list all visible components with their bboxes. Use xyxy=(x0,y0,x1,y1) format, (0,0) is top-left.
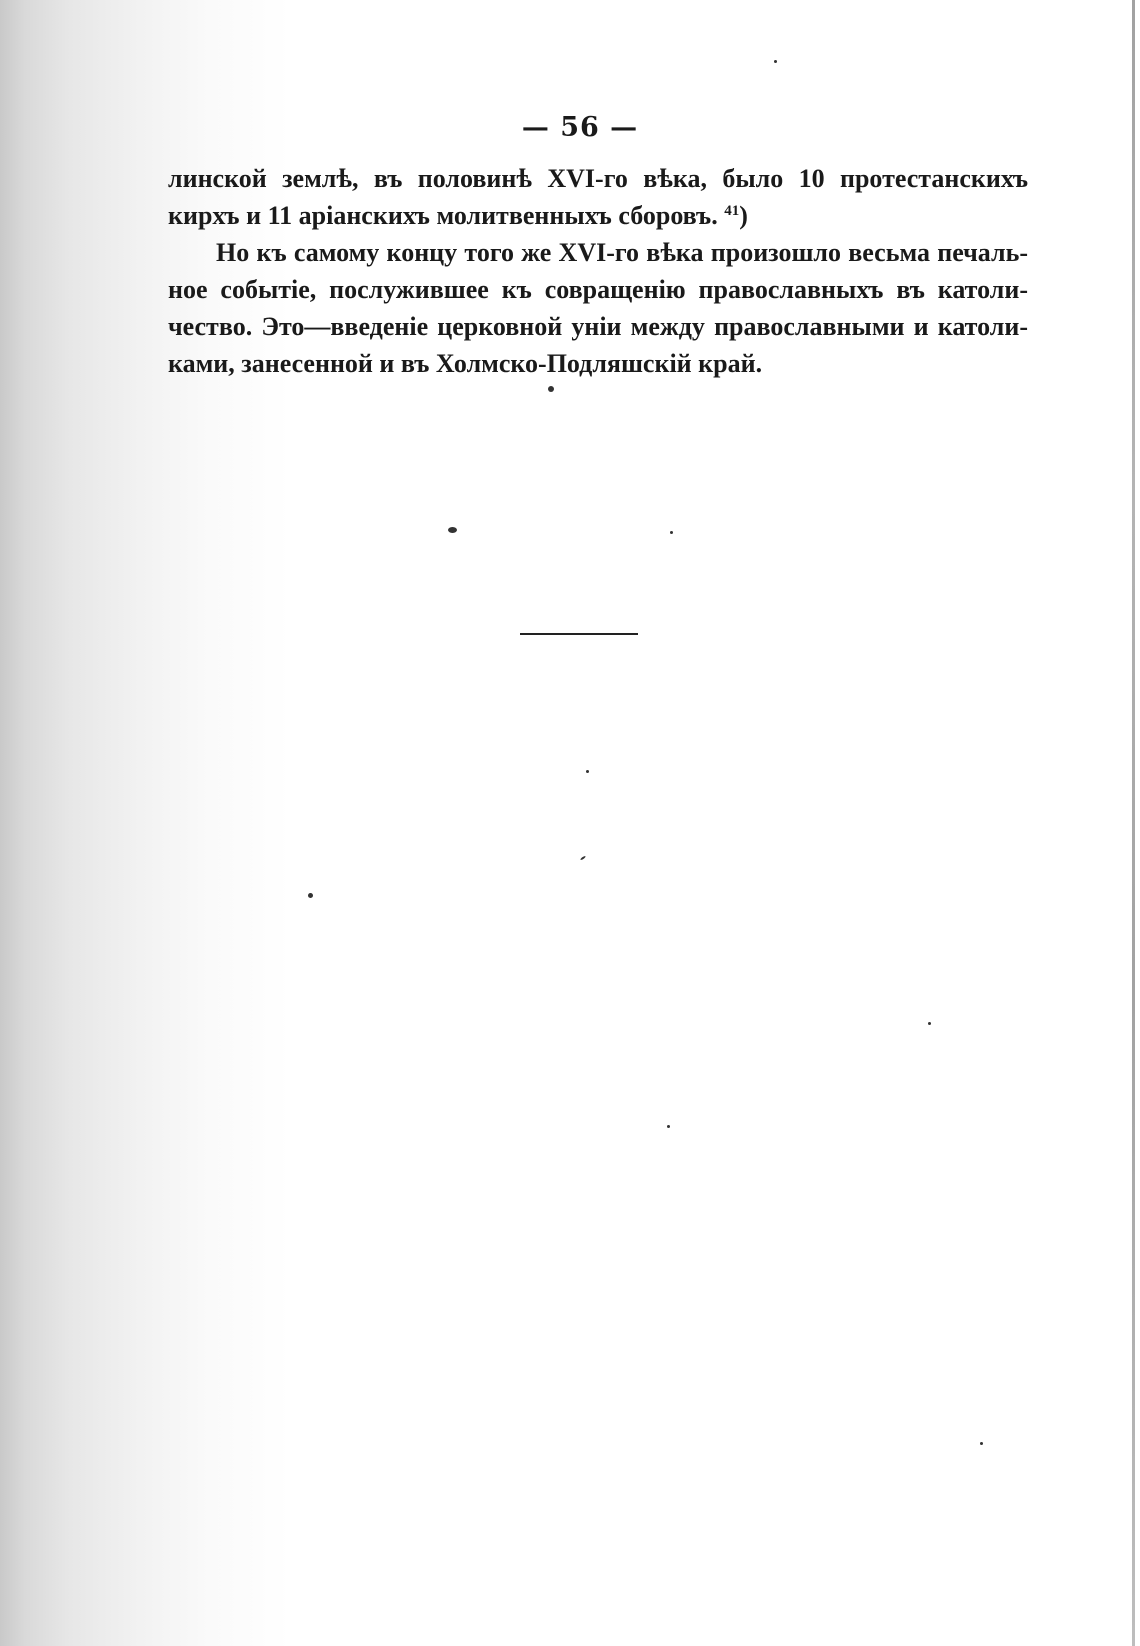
scan-speck xyxy=(308,893,313,898)
text-line-content: кирхъ и 11 аріанскихъ молитвенныхъ сборовъ. xyxy=(168,201,718,230)
text-line: ное событіе, послужившее къ совращенію православныхъ въ католи- xyxy=(168,275,1028,304)
page-edge-rule xyxy=(1132,0,1135,1646)
scan-speck xyxy=(448,527,457,533)
footnote-bracket: ) xyxy=(739,201,748,230)
footnote-reference: 41 xyxy=(724,203,740,219)
text-line xyxy=(168,197,1028,234)
scan-speck xyxy=(586,770,589,773)
scan-speck xyxy=(980,1442,983,1445)
scan-speck xyxy=(548,386,554,392)
scan-speck xyxy=(774,60,777,63)
text-line: Но къ самому концу того же XVI-го вѣка произошло весьма печаль- xyxy=(216,238,1028,267)
text-line: чество. Это—введеніе церковной уніи между православными и католи- xyxy=(168,312,1028,341)
text-line: линской землѣ, въ половинѣ XVI-го вѣка, было 10 протестанскихъ xyxy=(168,164,1028,193)
scan-speck xyxy=(580,855,586,860)
scan-speck xyxy=(928,1022,931,1025)
paragraph-2 xyxy=(168,234,1028,382)
scan-speck xyxy=(667,1125,670,1128)
body-text xyxy=(168,160,1028,382)
page-number: — 56 — xyxy=(521,112,639,143)
paragraph-1 xyxy=(168,160,1028,234)
text-line: ками, занесенной и въ Холмско-Подляшскій край. xyxy=(168,349,763,378)
section-divider xyxy=(520,633,638,635)
scan-speck xyxy=(670,531,673,534)
